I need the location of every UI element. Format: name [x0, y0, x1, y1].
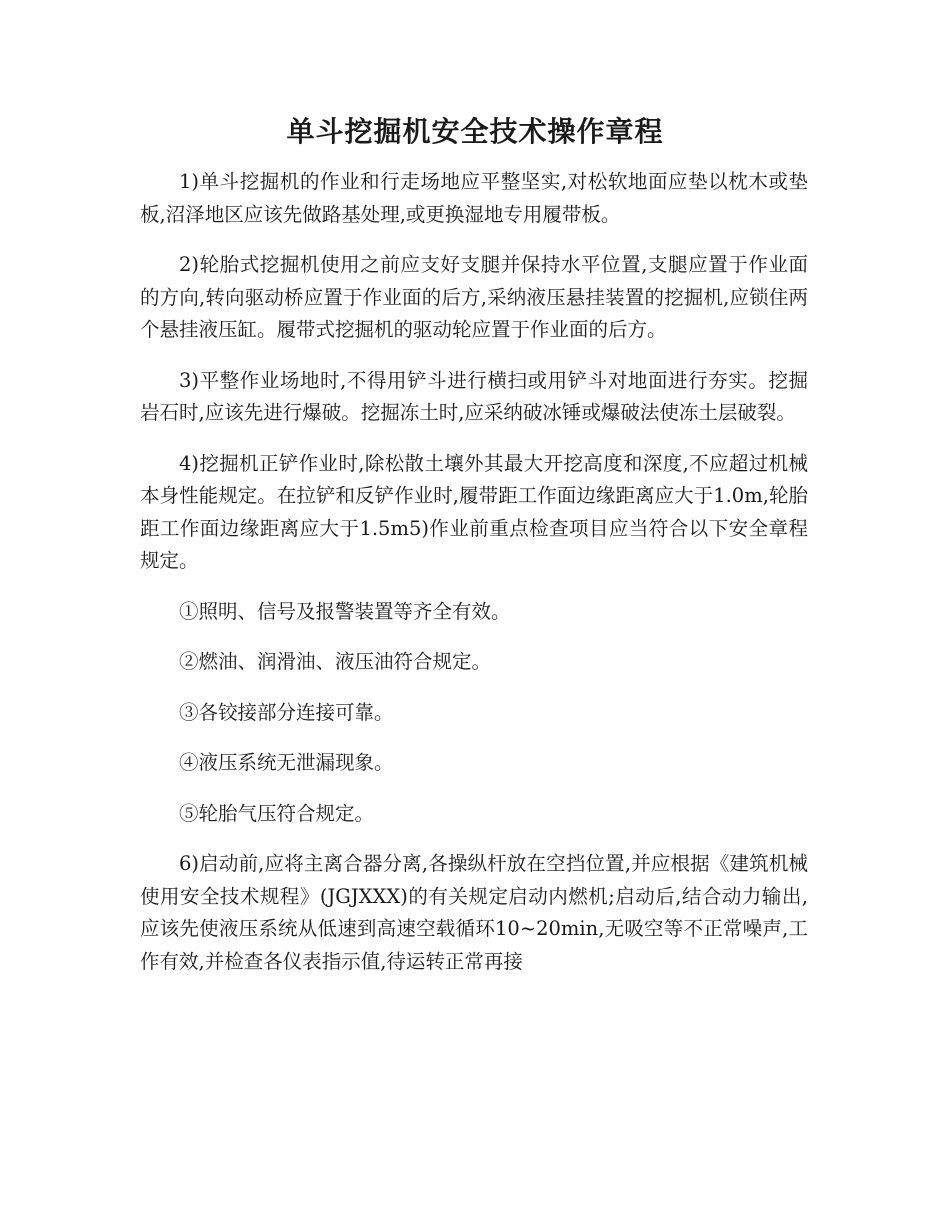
check-item-1: ①照明、信号及报警装置等齐全有效。	[179, 599, 511, 623]
paragraph-2: 2)轮胎式挖掘机使用之前应支好支腿并保持水平位置,支腿应置于作业面的方向,转向驱动桥应置于作业面的后方,采纳液压悬挂装置的挖掘机,应锁住两个悬挂液压缸。履带式挖掘机的驱动轮应置于作业面的后方。	[140, 253, 808, 341]
check-item-3: ③各铰接部分连接可靠。	[179, 700, 394, 724]
check-item-2: ②燃油、润滑油、液压油符合规定。	[179, 650, 492, 673]
document-title: 单斗挖掘机安全技术操作章程	[286, 115, 664, 148]
paragraph-6: 6)启动前,应将主离合器分离,各操纵杆放在空挡位置,并应根据《建筑机械使用安全技术规程》(JGJXXX)的有关规定启动内燃机;启动后,结合动力输出,应该先使液压系统从低速到高速空载循环10~20min,无吸空等不正常噪声,工作有效,并检查各仪表指示值,待运转正常再接	[140, 852, 808, 973]
paragraph-3: 3)平整作业场地时,不得用铲斗进行横扫或用铲斗对地面进行夯实。挖掘岩石时,应该先进行爆破。挖掘冻土时,应采纳破冰锤或爆破法使冻土层破裂。	[140, 368, 808, 424]
document-body	[140, 166, 808, 996]
paragraph-4: 4)挖掘机正铲作业时,除松散土壤外其最大开挖高度和深度,不应超过机械本身性能规定。在拉铲和反铲作业时,履带距工作面边缘距离应大于1.0m,轮胎距工作面边缘距离应大于1.5m5)作业前重点检查项目应当符合以下安全章程规定。	[140, 451, 808, 572]
paragraph-1: 1)单斗挖掘机的作业和行走场地应平整坚实,对松软地面应垫以枕木或垫板,沼泽地区应该先做路基处理,或更换湿地专用履带板。	[140, 170, 808, 226]
check-item-4: ④液压系统无泄漏现象。	[179, 751, 394, 774]
check-item-5: ⑤轮胎气压符合规定。	[179, 801, 375, 825]
